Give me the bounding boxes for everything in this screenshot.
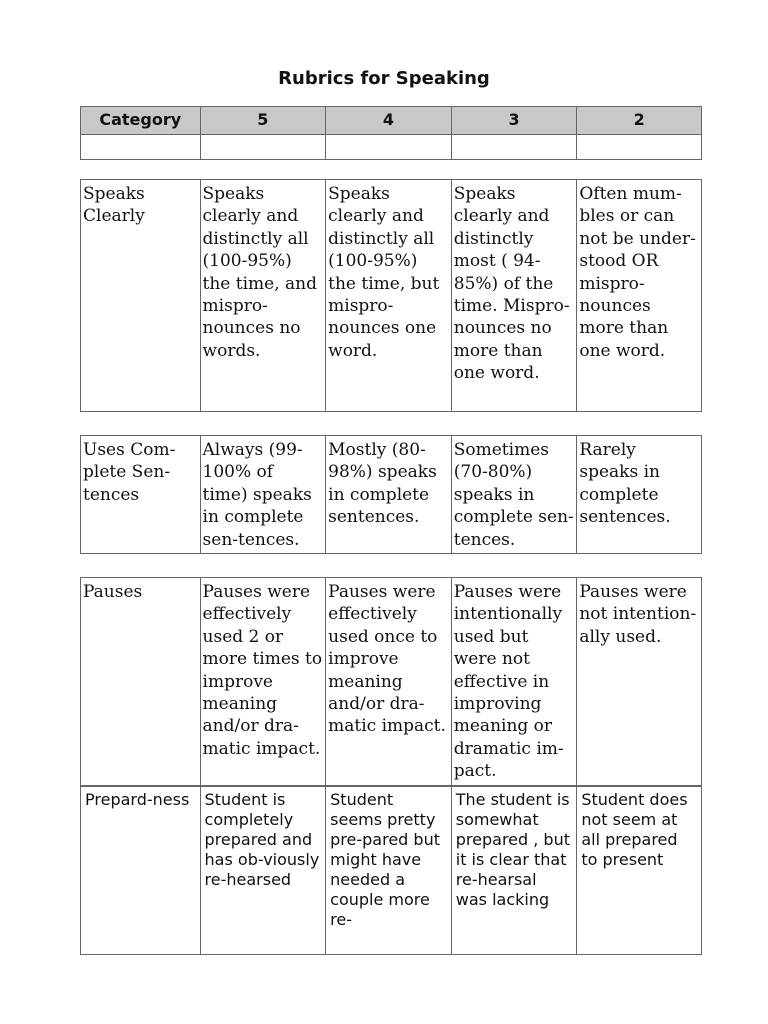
score-3-cell: Sometimes (70-80%) speaks in complete sen-tences. xyxy=(451,436,577,554)
header-score-5: 5 xyxy=(200,107,326,135)
score-5-cell: Pauses were effectively used 2 or more times to improve meaning and/or dra-matic impact. xyxy=(200,578,326,786)
score-4-cell: Mostly (80-98%) speaks in complete sentences. xyxy=(326,436,452,554)
page-title: Rubrics for Speaking xyxy=(278,68,490,89)
empty-cell xyxy=(81,135,201,160)
category-cell: Pauses xyxy=(81,578,201,786)
empty-cell xyxy=(451,135,577,160)
table-row xyxy=(81,436,702,554)
rubric-row-complete-sentences xyxy=(80,435,702,554)
score-4-cell: Speaks clearly and distinctly all (100-95%) the time, but mispro-nounces one word. xyxy=(326,180,452,412)
score-2-cell: Often mum-bles or can not be under-stood OR mispro-nounces more than one word. xyxy=(577,180,702,412)
empty-row xyxy=(81,135,702,160)
score-2-cell: Student does not seem at all prepared to present xyxy=(577,787,702,955)
header-score-3: 3 xyxy=(451,107,577,135)
score-5-cell: Always (99-100% of time) speaks in complete sen-tences. xyxy=(200,436,326,554)
score-3-cell: Speaks clearly and distinctly most ( 94-85%) of the time. Mispro-nounces no more than one word. xyxy=(451,180,577,412)
score-4-cell: Student seems pretty pre-pared but might have needed a couple more re- xyxy=(326,787,452,955)
score-5-cell: Speaks clearly and distinctly all (100-95%) the time, and mispro-nounces no words. xyxy=(200,180,326,412)
empty-cell xyxy=(326,135,452,160)
score-5-cell: Student is completely prepared and has ob-viously re-hearsed xyxy=(200,787,326,955)
table-row xyxy=(81,578,702,786)
rubric-header-table xyxy=(80,106,702,160)
table-row xyxy=(81,180,702,412)
header-category: Category xyxy=(81,107,201,135)
category-cell: Uses Com-plete Sen-tences xyxy=(81,436,201,554)
score-3-cell: The student is somewhat prepared , but it is clear that re-hearsal was lacking xyxy=(451,787,577,955)
category-cell: Speaks Clearly xyxy=(81,180,201,412)
score-2-cell: Pauses were not intention-ally used. xyxy=(577,578,702,786)
rubric-row-pauses xyxy=(80,577,702,786)
table-row xyxy=(81,787,702,955)
header-score-2: 2 xyxy=(577,107,702,135)
rubric-row-preparedness xyxy=(80,786,702,955)
category-cell: Prepard-ness xyxy=(81,787,201,955)
empty-cell xyxy=(200,135,326,160)
score-4-cell: Pauses were effectively used once to improve meaning and/or dra-matic impact. xyxy=(326,578,452,786)
score-3-cell: Pauses were intentionally used but were not effective in improving meaning or dramatic im-pact. xyxy=(451,578,577,786)
rubric-row-speaks-clearly xyxy=(80,179,702,412)
header-score-4: 4 xyxy=(326,107,452,135)
empty-cell xyxy=(577,135,702,160)
header-row xyxy=(81,107,702,135)
score-2-cell: Rarely speaks in complete sentences. xyxy=(577,436,702,554)
